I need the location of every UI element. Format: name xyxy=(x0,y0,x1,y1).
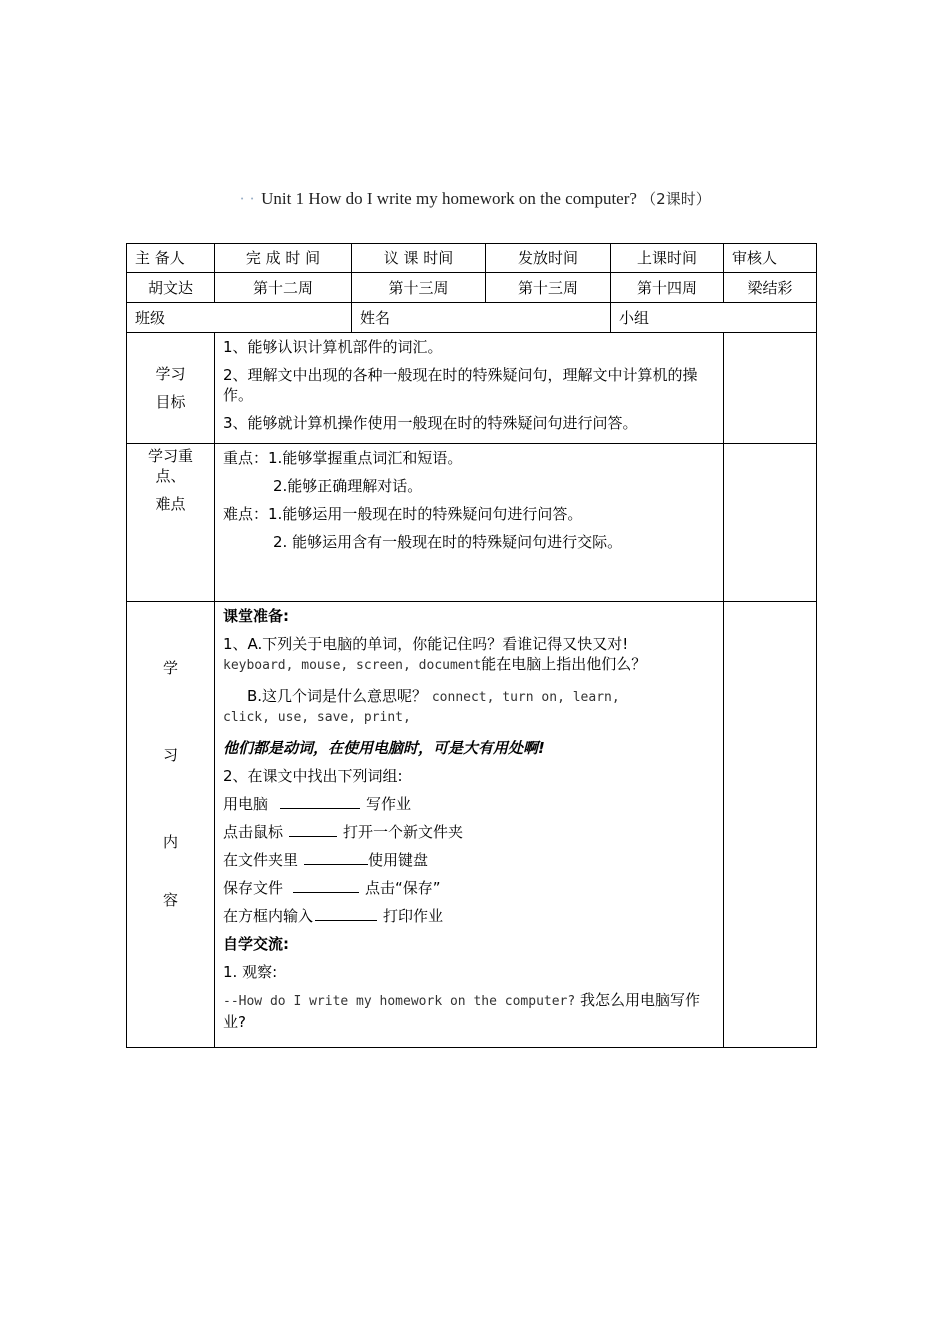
objective-item: 2、理解文中出现的各种一般现在时的特殊疑问句，理解文中计算机的操作。 xyxy=(223,366,698,404)
keypoints-row xyxy=(127,444,817,602)
class-label: 班级 xyxy=(135,308,166,327)
header-row xyxy=(127,244,817,273)
phrase-heading: 2、在课文中找出下列词组: xyxy=(223,767,403,785)
objectives-label-line-1: 学习 xyxy=(155,365,186,383)
keypoints-notes xyxy=(724,444,817,602)
objective-item: 3、能够就计算机操作使用一般现在时的特殊疑问句进行问答。 xyxy=(223,414,638,432)
info-cell-complete-time: 第十二周 xyxy=(215,273,352,303)
header-cell-discussion-time: 议 课 时间 xyxy=(352,244,486,273)
header-cell-class-time: 上课时间 xyxy=(611,244,724,273)
name-label: 姓名 xyxy=(360,308,391,327)
title-dots: · · xyxy=(239,189,255,208)
fill-blank[interactable] xyxy=(293,878,359,893)
diff-prefix: 难点： xyxy=(223,505,269,523)
info-row xyxy=(127,273,817,303)
header-cell-preparer: 主 备人 xyxy=(127,244,215,273)
phrase-row: 在文件夹里 使用键盘 xyxy=(223,851,429,869)
content-label-char: 容 xyxy=(162,891,178,909)
objectives-label-line-2: 目标 xyxy=(155,393,186,411)
vocab-b: B.这几个词是什么意思呢？ connect, turn on, learn, click, use, save, print, xyxy=(223,687,620,725)
phrase-row: 保存文件 点击“保存” xyxy=(223,879,441,897)
objectives-row xyxy=(127,333,817,444)
phrase-row: 点击鼠标 打开一个新文件夹 xyxy=(223,823,464,841)
fill-blank[interactable] xyxy=(304,850,368,865)
info-cell-preparer: 胡文达 xyxy=(127,273,215,303)
fill-blank[interactable] xyxy=(280,794,360,809)
student-row xyxy=(127,303,817,333)
keypoints-label xyxy=(127,444,215,602)
objectives-content xyxy=(215,333,724,444)
key-point-2: 2.能够正确理解对话。 xyxy=(273,477,423,495)
observe-line: 1. 观察: xyxy=(223,963,278,981)
info-cell-discussion-time: 第十三周 xyxy=(352,273,486,303)
content-label xyxy=(127,602,215,1048)
content-notes xyxy=(724,602,817,1048)
content-row xyxy=(127,602,817,1048)
verbs-note: 他们都是动词，在使用电脑时，可是大有用处啊! xyxy=(223,739,545,757)
class-field[interactable] xyxy=(127,303,352,333)
vocab-a-words: keyboard, mouse, screen, document xyxy=(223,658,482,673)
key-point-1: 重点：1.能够掌握重点词汇和短语。 xyxy=(223,449,463,467)
difficulty-2: 2. 能够运用含有一般现在时的特殊疑问句进行交际。 xyxy=(273,533,623,551)
keypoints-label-line-2: 难点 xyxy=(155,495,186,513)
self-study-heading: 自学交流: xyxy=(223,935,289,953)
lesson-plan-table xyxy=(126,243,817,1048)
objectives-notes xyxy=(724,333,817,444)
info-cell-release-time: 第十三周 xyxy=(486,273,611,303)
content-label-char: 学 xyxy=(162,659,178,677)
info-cell-class-time: 第十四周 xyxy=(611,273,724,303)
keypoints-label-line-1: 学习重点、 xyxy=(147,447,193,485)
fill-blank[interactable] xyxy=(315,906,377,921)
key-prefix: 重点： xyxy=(223,449,269,467)
group-label: 小组 xyxy=(619,308,650,327)
difficulty-1: 难点：1.能够运用一般现在时的特殊疑问句进行问答。 xyxy=(223,505,583,523)
header-cell-reviewer: 审核人 xyxy=(724,244,817,273)
prep-heading: 课堂准备: xyxy=(223,607,289,625)
document-title xyxy=(0,188,950,209)
objective-item: 1、能够认识计算机部件的词汇。 xyxy=(223,338,443,356)
vocab-a: 1、A.下列关于电脑的单词，你能记住吗？看谁记得又快又对! keyboard, mouse, screen, document能在电脑上指出他们么？ xyxy=(223,635,647,673)
header-cell-complete-time: 完 成 时 间 xyxy=(215,244,352,273)
objectives-label xyxy=(127,333,215,444)
question-line: --How do I write my homework on the computer? 我怎么用电脑写作业? xyxy=(223,991,700,1031)
content-label-char: 习 xyxy=(162,746,178,764)
header-cell-release-time: 发放时间 xyxy=(486,244,611,273)
learning-content xyxy=(215,602,724,1048)
phrase-row: 在方框内输入 打印作业 xyxy=(223,907,444,925)
phrase-row: 用电脑 写作业 xyxy=(223,795,412,813)
content-label-char: 内 xyxy=(162,833,178,851)
fill-blank[interactable] xyxy=(289,822,337,837)
group-field[interactable] xyxy=(611,303,817,333)
info-cell-reviewer: 梁结彩 xyxy=(724,273,817,303)
name-field[interactable] xyxy=(352,303,611,333)
title-text: Unit 1 How do I write my homework on the computer? xyxy=(261,189,637,208)
title-hours: （2课时） xyxy=(641,190,711,208)
keypoints-content xyxy=(215,444,724,602)
